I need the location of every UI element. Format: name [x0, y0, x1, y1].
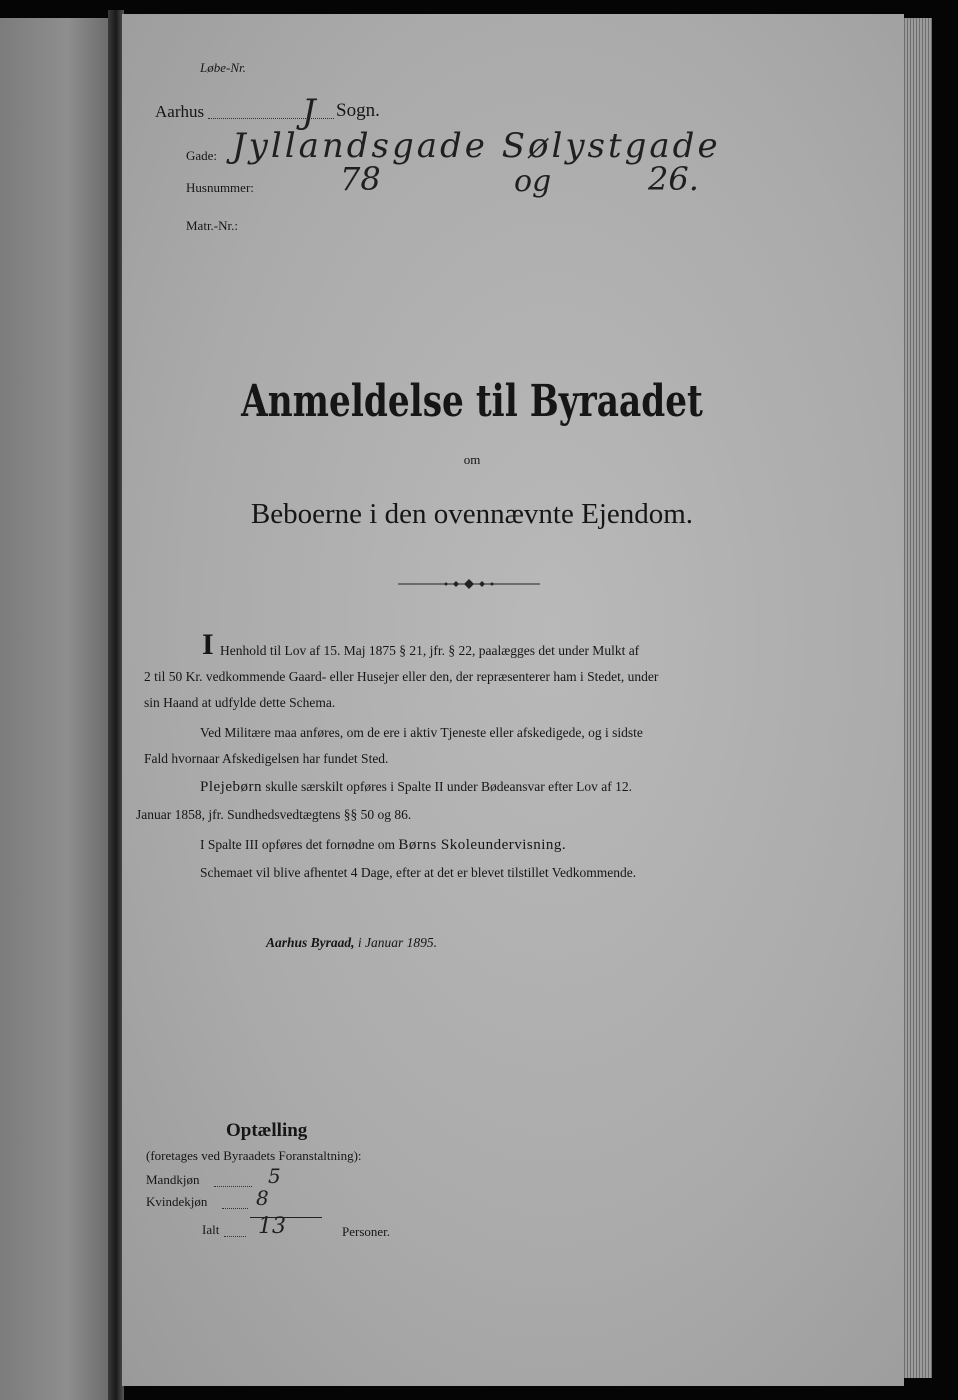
house-number-value-1: 78	[340, 160, 381, 198]
drop-initial: I	[202, 628, 214, 661]
instruction-p4-start: I Spalte III opføres det fornødne om	[200, 837, 395, 852]
left-facing-page	[0, 18, 112, 1400]
matr-label: Matr.-Nr.:	[186, 218, 238, 233]
title-connector: om	[463, 452, 481, 467]
house-number-connector: og	[514, 164, 552, 199]
female-label: Kvindekjøn	[146, 1194, 208, 1209]
count-unit: Personer.	[342, 1224, 391, 1239]
male-value: 5	[268, 1164, 281, 1188]
parish-prefix: Aarhus	[155, 102, 205, 121]
instruction-p1-line1: Henhold til Lov af 15. Maj 1875 § 21, jfr. § 22, paalægges det under Mulkt af	[220, 643, 640, 658]
street-handwritten: Jyllandsgade Sølystgade	[232, 126, 721, 166]
main-title: Anmeldelse til Byraadet	[241, 376, 703, 427]
plejeborn-emphasis: Plejebørn	[200, 779, 262, 795]
form-page	[122, 14, 904, 1386]
lobe-nr-label: Løbe-Nr.	[200, 60, 246, 75]
instruction-p1-line3: sin Haand at udfylde dette Schema.	[144, 695, 336, 710]
parish-suffix: Sogn.	[336, 100, 380, 121]
instruction-p3-line2: Januar 1858, jfr. Sundhedsvedtægtens §§ 50 og 86.	[136, 807, 412, 822]
instruction-p1-line2: 2 til 50 Kr. vedkommende Gaard- eller Husejer eller den, der repræsenterer ham i Stedet, under	[144, 669, 659, 684]
skoleundervisning-emphasis: Børns Skoleundervisning.	[398, 837, 567, 853]
male-dots	[214, 1186, 252, 1187]
house-number-label: Husnummer:	[186, 180, 254, 195]
house-number-value-2: 26.	[648, 160, 699, 198]
subtitle: Beboerne i den ovennævnte Ejendom.	[250, 498, 694, 530]
instruction-p3-line1	[200, 778, 632, 796]
female-dots	[222, 1208, 248, 1209]
count-heading: Optælling	[226, 1120, 308, 1141]
total-value: 13	[258, 1214, 286, 1239]
instruction-p5-line1: Schemaet vil blive afhentet 4 Dage, efter at det er blevet tilstillet Vedkommende.	[200, 865, 637, 880]
instruction-p2-line2: Fald hvornaar Afskedigelsen har fundet Sted.	[144, 751, 389, 766]
female-value: 8	[256, 1186, 269, 1210]
signature-authority: Aarhus Byraad,	[266, 935, 355, 950]
total-dots	[224, 1236, 246, 1237]
parish-handwritten: J	[302, 92, 316, 132]
signature-line	[266, 934, 437, 952]
instruction-p3-line1-rest: skulle særskilt opføres i Spalte II under Bødeansvar efter Lov af 12.	[265, 779, 633, 794]
count-note: (foretages ved Byraadets Foranstaltning):	[146, 1148, 362, 1163]
ornament-divider-icon	[396, 576, 542, 592]
signature-date: i Januar 1895.	[357, 935, 438, 950]
instruction-p4-line1	[200, 836, 566, 854]
street-label: Gade:	[186, 148, 218, 163]
male-label: Mandkjøn	[146, 1172, 200, 1187]
total-label: Ialt	[202, 1222, 220, 1237]
instruction-p2-line1: Ved Militære maa anføres, om de ere i aktiv Tjeneste eller afskedigede, og i sidste	[200, 725, 643, 740]
page-edges	[902, 18, 932, 1378]
